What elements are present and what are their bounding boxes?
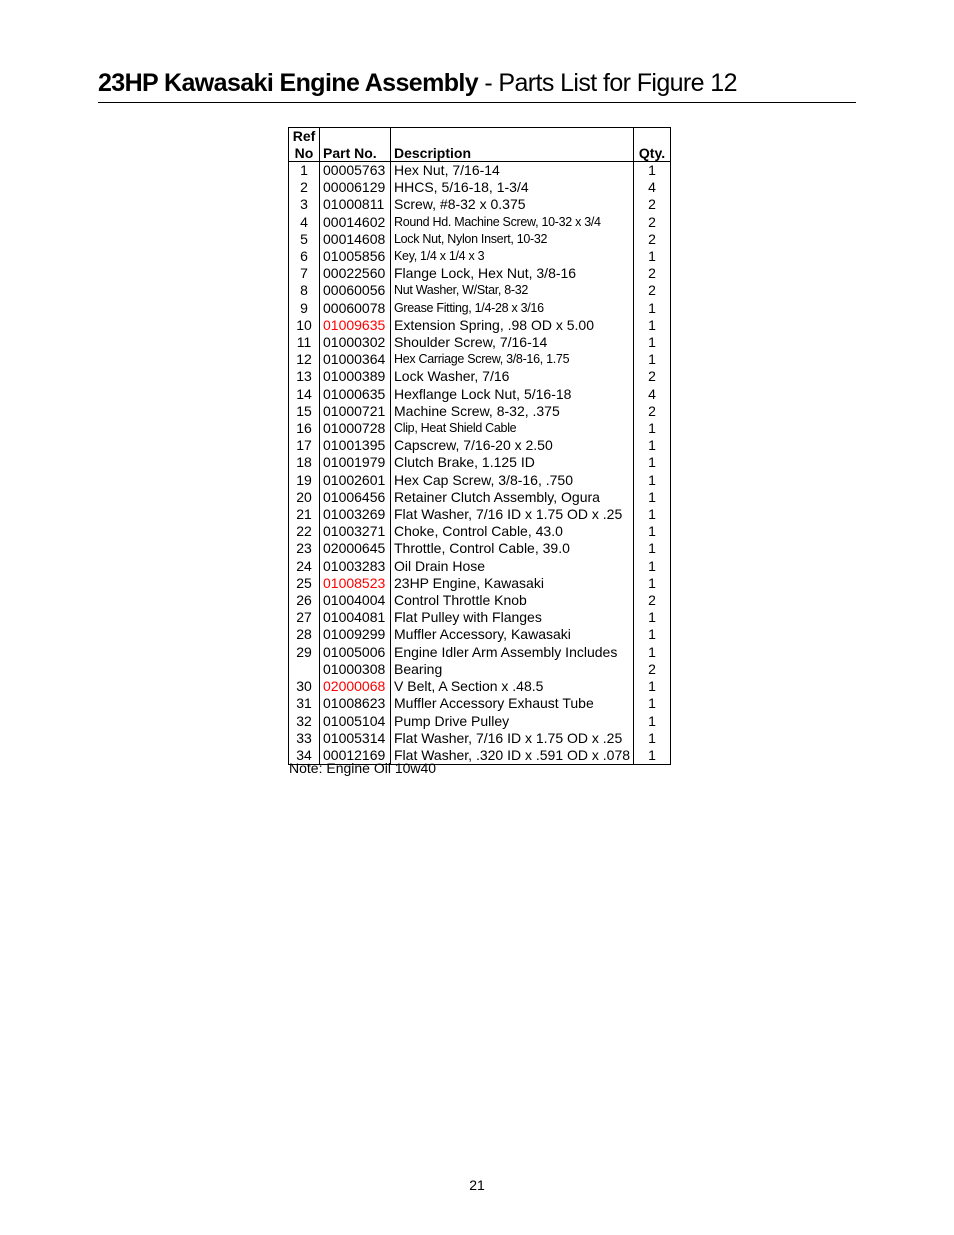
table-row xyxy=(289,695,671,712)
description-cell: Pump Drive Pulley xyxy=(391,713,634,730)
qty-cell: 1 xyxy=(634,523,671,540)
description-cell: Hex Cap Screw, 3/8-16, .750 xyxy=(391,472,634,489)
ref-no-cell: 23 xyxy=(289,540,320,557)
description-cell: Capscrew, 7/16-20 x 2.50 xyxy=(391,437,634,454)
table-row xyxy=(289,420,671,437)
ref-no-cell: 6 xyxy=(289,248,320,265)
ref-no-cell: 7 xyxy=(289,265,320,282)
part-no-cell: 02000068 xyxy=(320,678,391,695)
description-cell: Key, 1/4 x 1/4 x 3 xyxy=(391,248,634,265)
engine-oil-note: Note: Engine Oil 10w40 xyxy=(289,760,437,776)
table-row xyxy=(289,489,671,506)
table-row xyxy=(289,558,671,575)
header-qty: Qty. xyxy=(634,128,671,162)
header-ref-no xyxy=(289,128,320,162)
ref-no-cell: 29 xyxy=(289,644,320,661)
ref-no-cell: 21 xyxy=(289,506,320,523)
table-row xyxy=(289,368,671,385)
ref-no-cell: 22 xyxy=(289,523,320,540)
description-cell: V Belt, A Section x .48.5 xyxy=(391,678,634,695)
qty-cell: 1 xyxy=(634,334,671,351)
part-no-cell: 01008523 xyxy=(320,575,391,592)
qty-cell: 1 xyxy=(634,454,671,471)
qty-cell: 1 xyxy=(634,713,671,730)
part-no-cell: 01001395 xyxy=(320,437,391,454)
table-row xyxy=(289,179,671,196)
part-no-cell: 01005006 xyxy=(320,644,391,661)
part-no-cell: 01000389 xyxy=(320,368,391,385)
ref-no-cell: 12 xyxy=(289,351,320,368)
part-no-cell: 01000308 xyxy=(320,661,391,678)
qty-cell: 1 xyxy=(634,489,671,506)
ref-no-cell: 14 xyxy=(289,386,320,403)
table-row xyxy=(289,730,671,747)
description-cell: Flat Washer, 7/16 ID x 1.75 OD x .25 xyxy=(391,506,634,523)
table-row xyxy=(289,713,671,730)
table-row xyxy=(289,231,671,248)
qty-cell: 4 xyxy=(634,386,671,403)
table-row xyxy=(289,334,671,351)
description-cell: Shoulder Screw, 7/16-14 xyxy=(391,334,634,351)
qty-cell: 1 xyxy=(634,609,671,626)
qty-cell: 1 xyxy=(634,162,671,180)
table-row xyxy=(289,609,671,626)
part-no-cell: 00014608 xyxy=(320,231,391,248)
qty-cell: 1 xyxy=(634,540,671,557)
description-cell: Control Throttle Knob xyxy=(391,592,634,609)
header-ref-line2: No xyxy=(294,144,314,161)
qty-cell: 2 xyxy=(634,265,671,282)
part-no-cell: 01000635 xyxy=(320,386,391,403)
qty-cell: 1 xyxy=(634,437,671,454)
table-row xyxy=(289,196,671,213)
page-title-bold: 23HP Kawasaki Engine Assembly xyxy=(98,69,479,97)
table-row xyxy=(289,506,671,523)
header-row xyxy=(289,128,671,162)
part-no-cell: 01000721 xyxy=(320,403,391,420)
qty-cell: 1 xyxy=(634,300,671,317)
description-cell: Flat Pulley with Flanges xyxy=(391,609,634,626)
ref-no-cell: 3 xyxy=(289,196,320,213)
ref-no-cell: 17 xyxy=(289,437,320,454)
qty-cell: 2 xyxy=(634,196,671,213)
qty-cell: 2 xyxy=(634,661,671,678)
description-cell: Bearing xyxy=(391,661,634,678)
qty-cell: 1 xyxy=(634,558,671,575)
ref-no-cell xyxy=(289,661,320,678)
page-title xyxy=(98,66,737,100)
part-no-cell: 01005314 xyxy=(320,730,391,747)
table-row xyxy=(289,162,671,180)
part-no-cell: 00005763 xyxy=(320,162,391,180)
ref-no-cell: 26 xyxy=(289,592,320,609)
description-cell: HHCS, 5/16-18, 1-3/4 xyxy=(391,179,634,196)
ref-no-cell: 30 xyxy=(289,678,320,695)
table-row xyxy=(289,386,671,403)
table-row xyxy=(289,265,671,282)
part-no-cell: 01004004 xyxy=(320,592,391,609)
table-row xyxy=(289,678,671,695)
table-row xyxy=(289,248,671,265)
table-row xyxy=(289,540,671,557)
part-no-cell: 00012169 xyxy=(320,747,391,765)
table-row xyxy=(289,575,671,592)
part-no-cell: 01000302 xyxy=(320,334,391,351)
part-no-cell: 01004081 xyxy=(320,609,391,626)
description-cell: Extension Spring, .98 OD x 5.00 xyxy=(391,317,634,334)
qty-cell: 1 xyxy=(634,317,671,334)
table-row xyxy=(289,661,671,678)
ref-no-cell: 18 xyxy=(289,454,320,471)
part-no-cell: 01009635 xyxy=(320,317,391,334)
title-divider xyxy=(98,102,856,103)
qty-cell: 1 xyxy=(634,420,671,437)
ref-no-cell: 5 xyxy=(289,231,320,248)
ref-no-cell: 33 xyxy=(289,730,320,747)
ref-no-cell: 15 xyxy=(289,403,320,420)
description-cell: Round Hd. Machine Screw, 10-32 x 3/4 xyxy=(391,214,634,231)
table-row xyxy=(289,403,671,420)
description-cell: Retainer Clutch Assembly, Ogura xyxy=(391,489,634,506)
description-cell: Engine Idler Arm Assembly Includes xyxy=(391,644,634,661)
parts-table xyxy=(288,127,671,765)
part-no-cell: 01003269 xyxy=(320,506,391,523)
description-cell: Oil Drain Hose xyxy=(391,558,634,575)
ref-no-cell: 25 xyxy=(289,575,320,592)
table-row xyxy=(289,454,671,471)
description-cell: Lock Washer, 7/16 xyxy=(391,368,634,385)
page-title-rest: - Parts List for Figure 12 xyxy=(478,69,737,97)
header-part-no: Part No. xyxy=(320,128,391,162)
qty-cell: 2 xyxy=(634,231,671,248)
table-row xyxy=(289,317,671,334)
part-no-cell: 01003283 xyxy=(320,558,391,575)
ref-no-cell: 11 xyxy=(289,334,320,351)
parts-table-header xyxy=(289,128,671,162)
ref-no-cell: 2 xyxy=(289,179,320,196)
part-no-cell: 01006456 xyxy=(320,489,391,506)
description-cell: Machine Screw, 8-32, .375 xyxy=(391,403,634,420)
ref-no-cell: 24 xyxy=(289,558,320,575)
qty-cell: 1 xyxy=(634,730,671,747)
qty-cell: 2 xyxy=(634,282,671,299)
ref-no-cell: 16 xyxy=(289,420,320,437)
description-cell: Flange Lock, Hex Nut, 3/8-16 xyxy=(391,265,634,282)
ref-no-cell: 34 xyxy=(289,747,320,765)
description-cell: Clutch Brake, 1.125 ID xyxy=(391,454,634,471)
qty-cell: 1 xyxy=(634,351,671,368)
part-no-cell: 01008623 xyxy=(320,695,391,712)
description-cell: Nut Washer, W/Star, 8-32 xyxy=(391,282,634,299)
part-no-cell: 00014602 xyxy=(320,214,391,231)
ref-no-cell: 9 xyxy=(289,300,320,317)
table-row xyxy=(289,351,671,368)
table-row xyxy=(289,472,671,489)
part-no-cell: 01009299 xyxy=(320,626,391,643)
description-cell: Hex Carriage Screw, 3/8-16, 1.75 xyxy=(391,351,634,368)
table-row xyxy=(289,437,671,454)
description-cell: Hex Nut, 7/16-14 xyxy=(391,162,634,180)
description-cell: Throttle, Control Cable, 39.0 xyxy=(391,540,634,557)
table-row xyxy=(289,644,671,661)
qty-cell: 1 xyxy=(634,472,671,489)
ref-no-cell: 1 xyxy=(289,162,320,180)
part-no-cell: 00022560 xyxy=(320,265,391,282)
qty-cell: 1 xyxy=(634,678,671,695)
ref-no-cell: 31 xyxy=(289,695,320,712)
qty-cell: 1 xyxy=(634,575,671,592)
description-cell: Clip, Heat Shield Cable xyxy=(391,420,634,437)
part-no-cell: 01000364 xyxy=(320,351,391,368)
ref-no-cell: 19 xyxy=(289,472,320,489)
description-cell: Hexflange Lock Nut, 5/16-18 xyxy=(391,386,634,403)
qty-cell: 1 xyxy=(634,626,671,643)
header-description: Description xyxy=(391,128,634,162)
table-row xyxy=(289,300,671,317)
part-no-cell: 01000811 xyxy=(320,196,391,213)
table-row xyxy=(289,282,671,299)
part-no-cell: 01003271 xyxy=(320,523,391,540)
description-cell: Grease Fitting, 1/4-28 x 3/16 xyxy=(391,300,634,317)
ref-no-cell: 32 xyxy=(289,713,320,730)
ref-no-cell: 4 xyxy=(289,214,320,231)
description-cell: Screw, #8-32 x 0.375 xyxy=(391,196,634,213)
qty-cell: 1 xyxy=(634,747,671,765)
part-no-cell: 00060056 xyxy=(320,282,391,299)
description-cell: Muffler Accessory Exhaust Tube xyxy=(391,695,634,712)
part-no-cell: 02000645 xyxy=(320,540,391,557)
part-no-cell: 01000728 xyxy=(320,420,391,437)
part-no-cell: 01002601 xyxy=(320,472,391,489)
description-cell: Lock Nut, Nylon Insert, 10-32 xyxy=(391,231,634,248)
part-no-cell: 00006129 xyxy=(320,179,391,196)
part-no-cell: 01005856 xyxy=(320,248,391,265)
description-cell: Muffler Accessory, Kawasaki xyxy=(391,626,634,643)
ref-no-cell: 13 xyxy=(289,368,320,385)
part-no-cell: 01001979 xyxy=(320,454,391,471)
qty-cell: 2 xyxy=(634,214,671,231)
description-cell: 23HP Engine, Kawasaki xyxy=(391,575,634,592)
parts-table-body xyxy=(289,162,671,765)
qty-cell: 1 xyxy=(634,248,671,265)
page-number: 21 xyxy=(469,1177,485,1193)
header-ref-line1: Ref xyxy=(292,128,316,144)
qty-cell: 2 xyxy=(634,403,671,420)
ref-no-cell: 27 xyxy=(289,609,320,626)
qty-cell: 1 xyxy=(634,695,671,712)
qty-cell: 2 xyxy=(634,592,671,609)
table-row xyxy=(289,523,671,540)
qty-cell: 1 xyxy=(634,506,671,523)
description-cell: Choke, Control Cable, 43.0 xyxy=(391,523,634,540)
qty-cell: 4 xyxy=(634,179,671,196)
table-row xyxy=(289,214,671,231)
description-cell: Flat Washer, 7/16 ID x 1.75 OD x .25 xyxy=(391,730,634,747)
ref-no-cell: 8 xyxy=(289,282,320,299)
description-cell: Flat Washer, .320 ID x .591 OD x .078 xyxy=(391,747,634,765)
part-no-cell: 01005104 xyxy=(320,713,391,730)
ref-no-cell: 20 xyxy=(289,489,320,506)
part-no-cell: 00060078 xyxy=(320,300,391,317)
qty-cell: 1 xyxy=(634,644,671,661)
table-row xyxy=(289,626,671,643)
ref-no-cell: 28 xyxy=(289,626,320,643)
table-row xyxy=(289,592,671,609)
qty-cell: 2 xyxy=(634,368,671,385)
ref-no-cell: 10 xyxy=(289,317,320,334)
